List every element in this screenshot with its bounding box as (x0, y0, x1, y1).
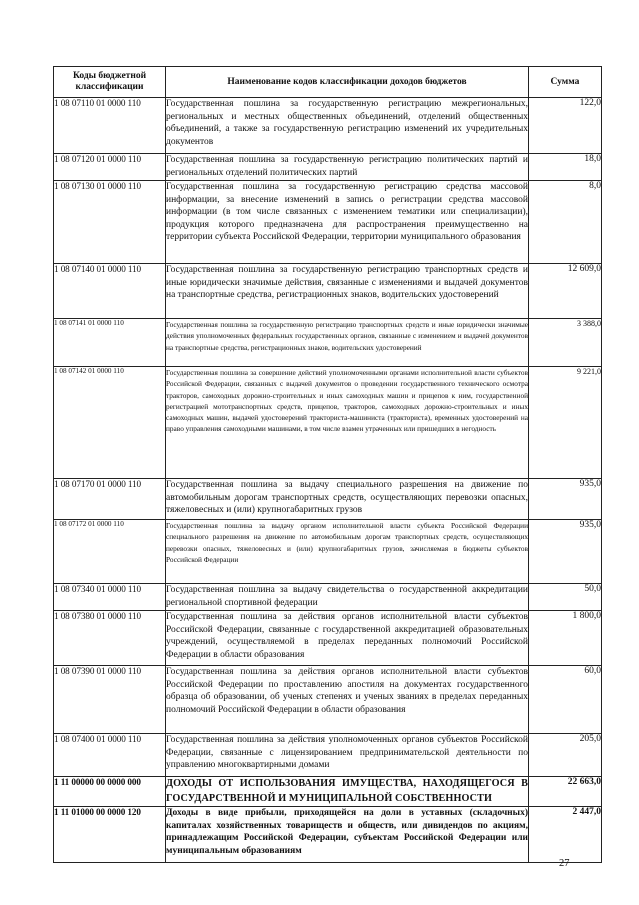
row-sum: 12 609,0 (529, 264, 602, 319)
row-sum: 935,0 (529, 479, 602, 520)
row-code: 1 11 01000 00 0000 120 (54, 807, 166, 863)
table-row (54, 666, 602, 734)
table-row (54, 264, 602, 319)
table-header-row (54, 67, 602, 98)
row-name: Доходы в виде прибыли, приходящейся на доли в уставных (складочных) капиталах хозяйственных товариществ и обществ, или дивидендов по акциям, принадлежащим Российской Федерации, субъектам Российской Федерации или муниципальным образованиям (166, 807, 529, 863)
table-row (54, 479, 602, 520)
row-name: Государственная пошлина за государственную регистрацию транспортных средств и иные юридически значимые действия, связанные с изменениями и выдачей документов на транспортные средства, регистрационных знаков, водительских удостоверений (166, 264, 529, 319)
row-name: Государственная пошлина за государственную регистрацию транспортных средств и иные юридически значимые действия уполномоченных федеральных государственных органов, связанные с изменением и выдачей документов на транспортные средства, регистрационных знаков, водительских удостоверений (166, 319, 529, 367)
row-code: 1 08 07170 01 0000 110 (54, 479, 166, 520)
row-code: 1 08 07172 01 0000 110 (54, 520, 166, 584)
header-code: Коды бюджетной классификации (54, 67, 166, 98)
row-sum: 2 447,0 (529, 807, 602, 863)
row-sum: 22 663,0 (529, 777, 602, 807)
header-sum: Сумма (529, 67, 602, 98)
row-code: 1 08 07110 01 0000 110 (54, 98, 166, 154)
row-code: 1 08 07142 01 0000 110 (54, 367, 166, 479)
table-row (54, 584, 602, 611)
row-name: Государственная пошлина за государственную регистрацию политических партий и региональных отделений политических партий (166, 154, 529, 181)
row-name: Государственная пошлина за государственную регистрацию средства массовой информации, за внесение изменений в запись о регистрации средства массовой информации (в том числе связанных с изменением тематики или специализации), продукция которого предназначена для распространения преимущественно на территории субъекта Российской Федерации, территории муниципального образования (166, 181, 529, 264)
table-row (54, 611, 602, 666)
row-name: Государственная пошлина за действия органов исполнительной власти субъектов Российской Федерации, связанные с государственной аккредитацией образовательных учреждений, осуществляемой в пределах переданных полномочий Российской Федерации в области образования (166, 611, 529, 666)
header-name: Наименование кодов классификации доходов бюджетов (166, 67, 529, 98)
table-row (54, 154, 602, 181)
row-code: 1 11 00000 00 0000 000 (54, 777, 166, 807)
row-name: Государственная пошлина за выдачу свидетельства о государственной аккредитации региональной спортивной федерации (166, 584, 529, 611)
page-number: 27 (559, 858, 570, 869)
row-name: Государственная пошлина за выдачу специального разрешения на движение по автомобильным дорогам транспортных средств, осуществляющих перевозки опасных, тяжеловесных и (или) крупногабаритных грузов (166, 479, 529, 520)
row-sum: 8,0 (529, 181, 602, 264)
row-name: ДОХОДЫ ОТ ИСПОЛЬЗОВАНИЯ ИМУЩЕСТВА, НАХОДЯЩЕГОСЯ В ГОСУДАРСТВЕННОЙ И МУНИЦИПАЛЬНОЙ СОБСТВЕННОСТИ (166, 777, 529, 807)
row-code: 1 08 07380 01 0000 110 (54, 611, 166, 666)
table-row (54, 181, 602, 264)
row-code: 1 08 07130 01 0000 110 (54, 181, 166, 264)
row-sum: 1 800,0 (529, 611, 602, 666)
row-code: 1 08 07120 01 0000 110 (54, 154, 166, 181)
row-code: 1 08 07390 01 0000 110 (54, 666, 166, 734)
row-name: Государственная пошлина за действия органов исполнительной власти субъектов Российской Федерации по проставлению апостиля на документах государственного образца об образовании, об ученых степенях и ученых званиях в пределах переданных полномочий Российской Федерации в области образования (166, 666, 529, 734)
row-sum: 122,0 (529, 98, 602, 154)
row-name: Государственная пошлина за государственную регистрацию межрегиональных, региональных и местных общественных объединений, отделений общественных объединений, а также за государственную регистрацию изменений их учредительных документов (166, 98, 529, 154)
table-row (54, 807, 602, 863)
row-code: 1 08 07140 01 0000 110 (54, 264, 166, 319)
budget-revenue-table (53, 66, 602, 863)
row-name: Государственная пошлина за выдачу органом исполнительной власти субъекта Российской Федерации специального разрешения на движение по автомобильным дорогам транспортных средств, осуществляющих перевозки опасных, тяжеловесных и (или) крупногабаритных грузов, зачисляемая в бюджеты субъектов Российской Федерации (166, 520, 529, 584)
table-row (54, 777, 602, 807)
table-row (54, 734, 602, 777)
row-sum: 60,0 (529, 666, 602, 734)
row-sum: 935,0 (529, 520, 602, 584)
row-code: 1 08 07141 01 0000 110 (54, 319, 166, 367)
row-code: 1 08 07400 01 0000 110 (54, 734, 166, 777)
row-name: Государственная пошлина за совершение действий уполномоченными органами исполнительной власти субъектов Российской Федерации, связанных с выдачей документов о проведении государственного технического осмотра тракторов, самоходных дорожно-строительных и иных самоходных машин и прицепов к ним, государственной регистрацией мототранспортных средств, прицепов, тракторов, самоходных дорожно-строительных и иных самоходных машин, выдачей удостоверений тракториста-машиниста (тракториста), временных удостоверений на право управления самоходными машинами, в том числе взамен утраченных или пришедших в негодность (166, 367, 529, 479)
row-sum: 50,0 (529, 584, 602, 611)
table-row (54, 319, 602, 367)
table-row (54, 520, 602, 584)
row-sum: 3 388,0 (529, 319, 602, 367)
row-sum: 9 221,0 (529, 367, 602, 479)
row-sum: 205,0 (529, 734, 602, 777)
row-code: 1 08 07340 01 0000 110 (54, 584, 166, 611)
table-row (54, 98, 602, 154)
row-name: Государственная пошлина за действия уполномоченных органов субъектов Российской Федерации, связанные с лицензированием предпринимательской деятельности по управлению многоквартирными домами (166, 734, 529, 777)
table-row (54, 367, 602, 479)
row-sum: 18,0 (529, 154, 602, 181)
